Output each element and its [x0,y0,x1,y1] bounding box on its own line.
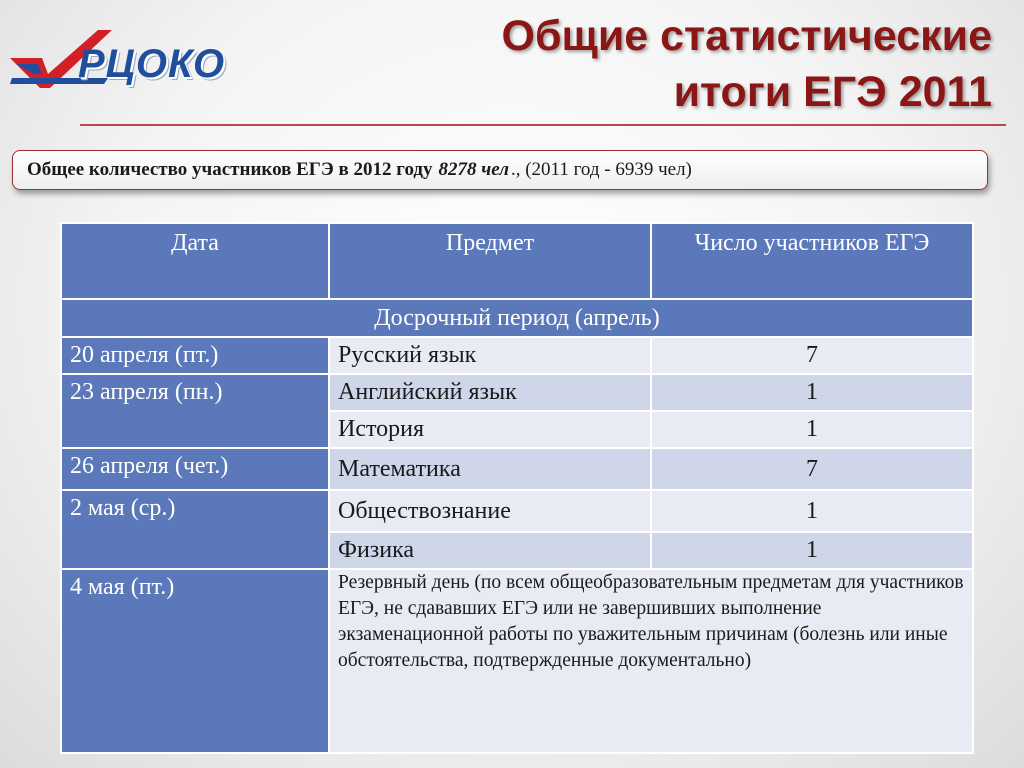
count-cell: 1 [651,490,973,532]
participants-banner [12,150,988,190]
exam-stats-table [60,222,974,754]
subject-cell: Русский язык [329,337,651,374]
header-date: Дата [61,223,329,299]
reserve-day-note: Резервный день (по всем общеобразовательным предметам для участников ЕГЭ, не сдававших ЕГЭ или не завершивших выполнение экзаменационной работы по уважительным причинам (болезнь или иные обстоятельства, подтвержденные документально) [329,569,973,753]
header-subject: Предмет [329,223,651,299]
table-row [61,448,973,490]
subject-cell: Английский язык [329,374,651,411]
logo-text: РЦОКО [78,42,226,86]
banner-lead: Общее количество участников ЕГЭ в 2012 году [27,159,433,180]
count-cell: 1 [651,411,973,448]
date-cell: 23 апреля (пн.) [61,374,329,448]
table-row [61,374,973,411]
table-row [61,337,973,374]
subject-cell: История [329,411,651,448]
header-participants: Число участников ЕГЭ [651,223,973,299]
page-title-line-2: итоги ЕГЭ 2011 [673,68,992,116]
date-cell: 26 апреля (чет.) [61,448,329,490]
date-cell: 2 мая (ср.) [61,490,329,569]
count-cell: 7 [651,448,973,490]
count-cell: 7 [651,337,973,374]
banner-count: 8278 чел [438,159,509,180]
date-cell: 4 мая (пт.) [61,569,329,753]
table-row [61,490,973,532]
count-cell: 1 [651,374,973,411]
page-title-line-1: Общие статистические [501,12,992,60]
count-cell: 1 [651,532,973,569]
logo [8,28,248,90]
table-header-row [61,223,973,299]
table-row [61,569,973,753]
subject-cell: Математика [329,448,651,490]
banner-tail: ., (2011 год - 6939 чел) [510,159,692,180]
subject-cell: Обществознание [329,490,651,532]
subject-cell: Физика [329,532,651,569]
date-cell: 20 апреля (пт.) [61,337,329,374]
page-title [352,8,992,120]
title-divider [80,124,1006,126]
period-row [61,299,973,337]
period-label: Досрочный период (апрель) [61,299,973,337]
